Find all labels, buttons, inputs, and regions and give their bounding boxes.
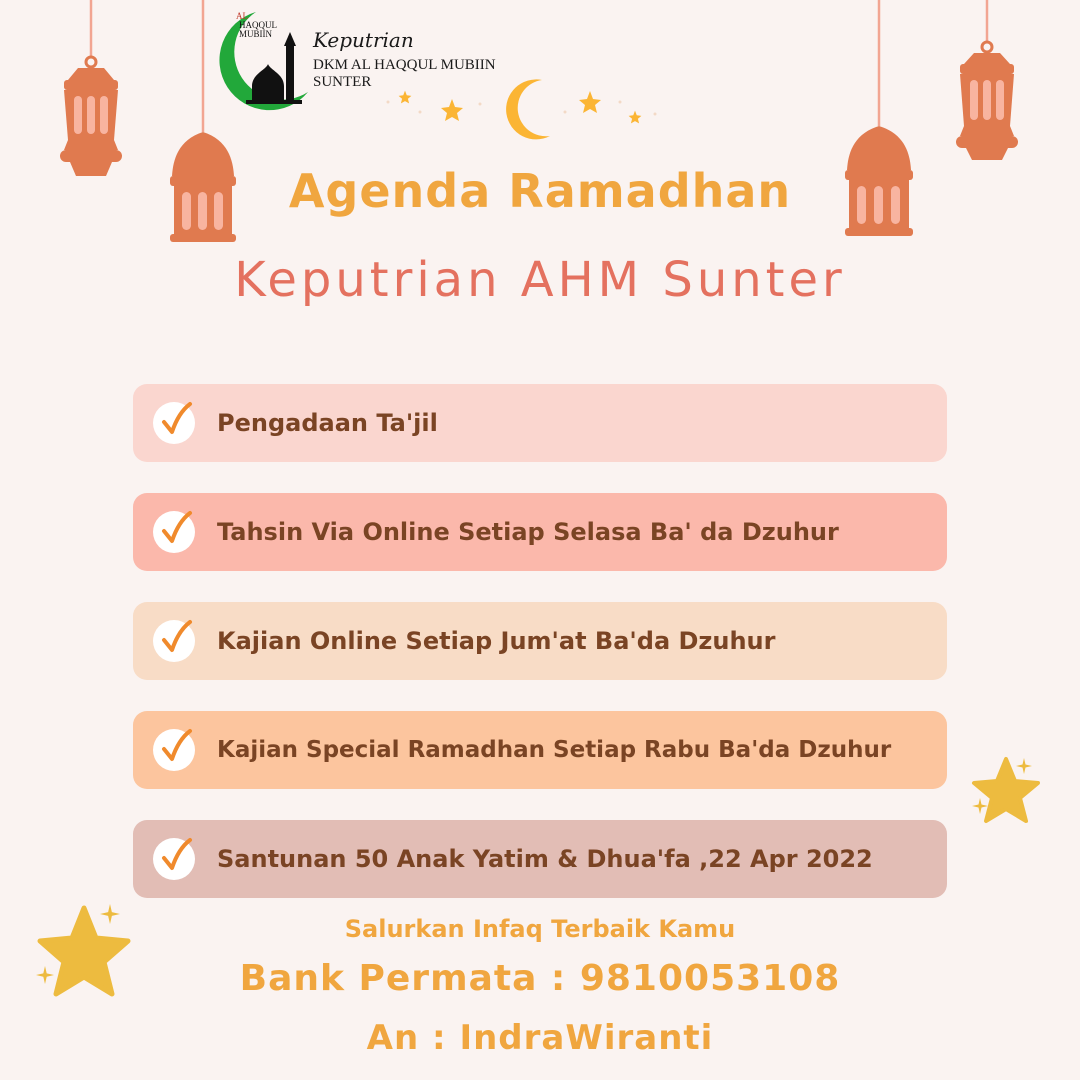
- logo-title: Keputrian: [313, 28, 414, 52]
- sparkle-dots: [380, 94, 670, 124]
- agenda-label: Santunan 50 Anak Yatim & Dhua'fa ,22 Apr 2022: [217, 845, 873, 873]
- check-icon: [153, 511, 195, 553]
- account-name: An : IndraWiranti: [366, 1018, 714, 1058]
- agenda-label: Tahsin Via Online Setiap Selasa Ba' da Dzuhur: [217, 518, 839, 546]
- agenda-label: Kajian Online Setiap Jum'at Ba'da Dzuhur: [217, 627, 776, 655]
- check-icon: [153, 620, 195, 662]
- logo-org-line: DKM AL HAQQUL MUBIIN: [313, 57, 496, 73]
- page-subtitle: Keputrian AHM Sunter: [234, 252, 846, 308]
- agenda-label: Pengadaan Ta'jil: [217, 409, 438, 437]
- check-icon: [153, 838, 195, 880]
- agenda-item: [133, 384, 947, 462]
- logo-org-line: SUNTER: [313, 74, 372, 90]
- check-icon: [153, 729, 195, 771]
- lantern-icon: [56, 0, 126, 190]
- agenda-item: [133, 820, 947, 898]
- sparkle-icon: [972, 798, 988, 814]
- check-icon: [153, 402, 195, 444]
- agenda-item: [133, 711, 947, 789]
- page-title: Agenda Ramadhan: [288, 164, 792, 218]
- logo-badge: [236, 12, 277, 39]
- logo-badge-line: HAQQUL: [239, 20, 277, 30]
- logo-org: [313, 57, 496, 91]
- agenda-item: [133, 602, 947, 680]
- logo-badge-line: AL: [236, 11, 248, 21]
- infaq-text: Salurkan Infaq Terbaik Kamu: [344, 915, 736, 943]
- agenda-item: [133, 493, 947, 571]
- lantern-icon: [952, 0, 1022, 170]
- sparkle-icon: [1016, 758, 1032, 774]
- agenda-label: Kajian Special Ramadhan Setiap Rabu Ba'da Dzuhur: [217, 737, 892, 763]
- logo-badge-line: MUBIIN: [239, 29, 272, 39]
- bank-account: Bank Permata : 9810053108: [239, 958, 841, 999]
